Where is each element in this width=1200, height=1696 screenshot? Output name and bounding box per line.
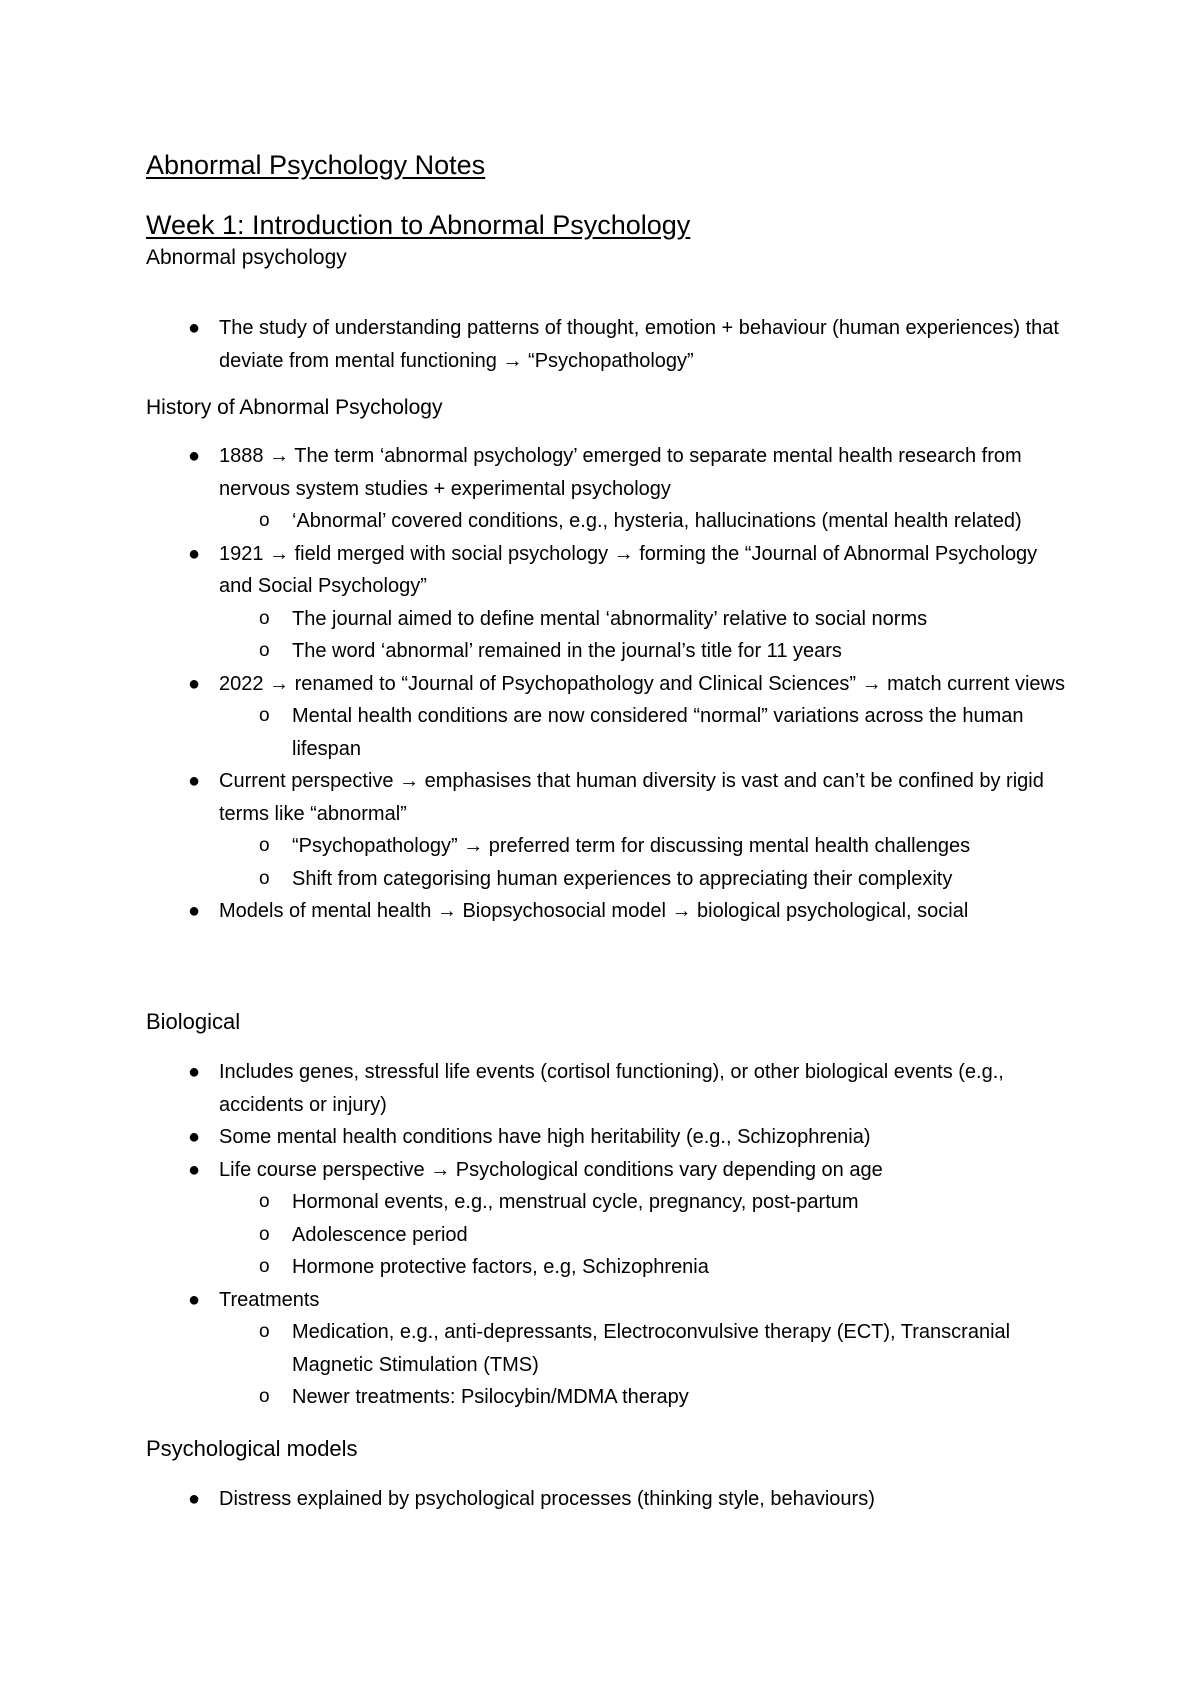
list-item — [146, 1154, 1066, 1284]
sub-list — [219, 505, 1066, 538]
list-item — [146, 440, 1066, 538]
bullet-icon: ● — [188, 900, 201, 922]
sub-list — [219, 1316, 1066, 1414]
section-heading-psychological-models: Psychological models — [146, 1436, 358, 1461]
sub-list — [219, 1186, 1066, 1284]
circle-bullet-icon: o — [259, 705, 270, 726]
sub-list — [219, 830, 1066, 895]
circle-bullet-icon: o — [259, 835, 270, 856]
sub-list-item-text: “Psychopathology” → preferred term for discussing mental health challenges — [292, 835, 971, 857]
circle-bullet-icon: o — [259, 1223, 270, 1245]
sub-list-item-text: Shift from categorising human experiences to appreciating their complexity — [292, 867, 953, 890]
sub-list-item — [219, 505, 1066, 538]
sub-list-item-text: Hormonal events, e.g., menstrual cycle, pregnancy, post-partum — [292, 1191, 859, 1213]
sub-list-item — [219, 700, 1066, 765]
sub-list — [219, 700, 1066, 765]
list-item — [146, 1284, 1066, 1414]
circle-bullet-icon: o — [259, 1256, 270, 1277]
circle-bullet-icon: o — [259, 1321, 270, 1342]
section-heading-history: History of Abnormal Psychology — [146, 396, 443, 419]
sub-list-item — [219, 1186, 1066, 1219]
circle-bullet-icon: o — [259, 1191, 270, 1212]
list-item — [146, 765, 1066, 895]
bullet-icon: ● — [188, 770, 201, 792]
sub-list-item — [219, 1316, 1066, 1381]
sub-list-item — [219, 1251, 1066, 1284]
circle-bullet-icon: o — [259, 640, 270, 661]
abnormal-psychology-list — [146, 312, 1066, 377]
circle-bullet-icon: o — [259, 510, 270, 531]
list-item-text: The study of understanding patterns of thought, emotion + behaviour (human experiences) that deviate from mental functioning → “Psychopathology” — [219, 317, 1059, 372]
list-item-text: 1888 → The term ‘abnormal psychology’ emerged to separate mental health research from nervous system studies + experimental psychology — [219, 445, 1022, 500]
circle-bullet-icon: o — [259, 1386, 270, 1407]
list-item-text: Includes genes, stressful life events (cortisol functioning), or other biological events (e.g., accidents or injury) — [219, 1061, 1004, 1116]
list-item-text: Treatments — [219, 1288, 320, 1311]
circle-bullet-icon: o — [259, 867, 270, 889]
sub-list-item-text: Hormone protective factors, e.g, Schizophrenia — [292, 1256, 709, 1278]
list-item-text: 1921 → field merged with social psychology → forming the “Journal of Abnormal Psychology and Social Psychology” — [219, 542, 1038, 597]
sub-list-item-text: Mental health conditions are now considered “normal” variations across the human lifespan — [292, 705, 1024, 760]
bullet-icon: ● — [188, 542, 201, 565]
bullet-icon: ● — [188, 317, 201, 339]
list-item — [146, 1483, 1066, 1516]
sub-list-item-text: Medication, e.g., anti-depressants, Electroconvulsive therapy (ECT), Transcranial Magnetic Stimulation (TMS) — [292, 1321, 1011, 1376]
psychological-models-list — [146, 1483, 1066, 1516]
document-title: Abnormal Psychology Notes — [146, 150, 486, 180]
sub-list-item-text: The word ‘abnormal’ remained in the journal’s title for 11 years — [292, 640, 842, 662]
list-item — [146, 1056, 1066, 1121]
bullet-icon: ● — [188, 445, 201, 467]
list-item — [146, 668, 1066, 766]
sub-list-item-text: The journal aimed to define mental ‘abnormality’ relative to social norms — [292, 607, 928, 630]
bullet-icon: ● — [188, 1158, 201, 1181]
sub-list-item-text: ‘Abnormal’ covered conditions, e.g., hysteria, hallucinations (mental health related) — [292, 510, 1022, 532]
list-item-text: Distress explained by psychological processes (thinking style, behaviours) — [219, 1488, 875, 1510]
list-item — [146, 1121, 1066, 1154]
circle-bullet-icon: o — [259, 607, 270, 629]
list-item-text: Some mental health conditions have high heritability (e.g., Schizophrenia) — [219, 1126, 871, 1148]
sub-list-item — [219, 1381, 1066, 1414]
sub-list-item-text: Adolescence period — [292, 1223, 468, 1246]
section-heading-abnormal-psychology: Abnormal psychology — [146, 246, 347, 269]
sub-list-item — [219, 1219, 1066, 1252]
sub-list-item — [219, 635, 1066, 668]
sub-list-item-text: Newer treatments: Psilocybin/MDMA therapy — [292, 1386, 689, 1408]
sub-list-item — [219, 830, 1066, 863]
section-heading-biological: Biological — [146, 1009, 241, 1034]
sub-list-item — [219, 863, 1066, 896]
list-item-text: 2022 → renamed to “Journal of Psychopathology and Clinical Sciences” → match current views — [219, 672, 1065, 695]
list-item — [146, 312, 1066, 377]
sub-list — [219, 603, 1066, 668]
list-item — [146, 538, 1066, 668]
history-list — [146, 440, 1066, 928]
bullet-icon: ● — [188, 1488, 201, 1510]
bullet-icon: ● — [188, 1126, 201, 1148]
sub-list-item — [219, 603, 1066, 636]
list-item-text: Models of mental health → Biopsychosocial model → biological psychological, social — [219, 900, 969, 922]
week-heading: Week 1: Introduction to Abnormal Psychology — [146, 210, 691, 240]
list-item-text: Life course perspective → Psychological conditions vary depending on age — [219, 1158, 883, 1181]
list-item-text: Current perspective → emphasises that human diversity is vast and can’t be confined by rigid terms like “abnormal” — [219, 770, 1044, 825]
biological-list — [146, 1056, 1066, 1414]
list-item — [146, 895, 1066, 928]
bullet-icon: ● — [188, 1288, 201, 1311]
bullet-icon: ● — [188, 1061, 201, 1083]
bullet-icon: ● — [188, 672, 201, 695]
